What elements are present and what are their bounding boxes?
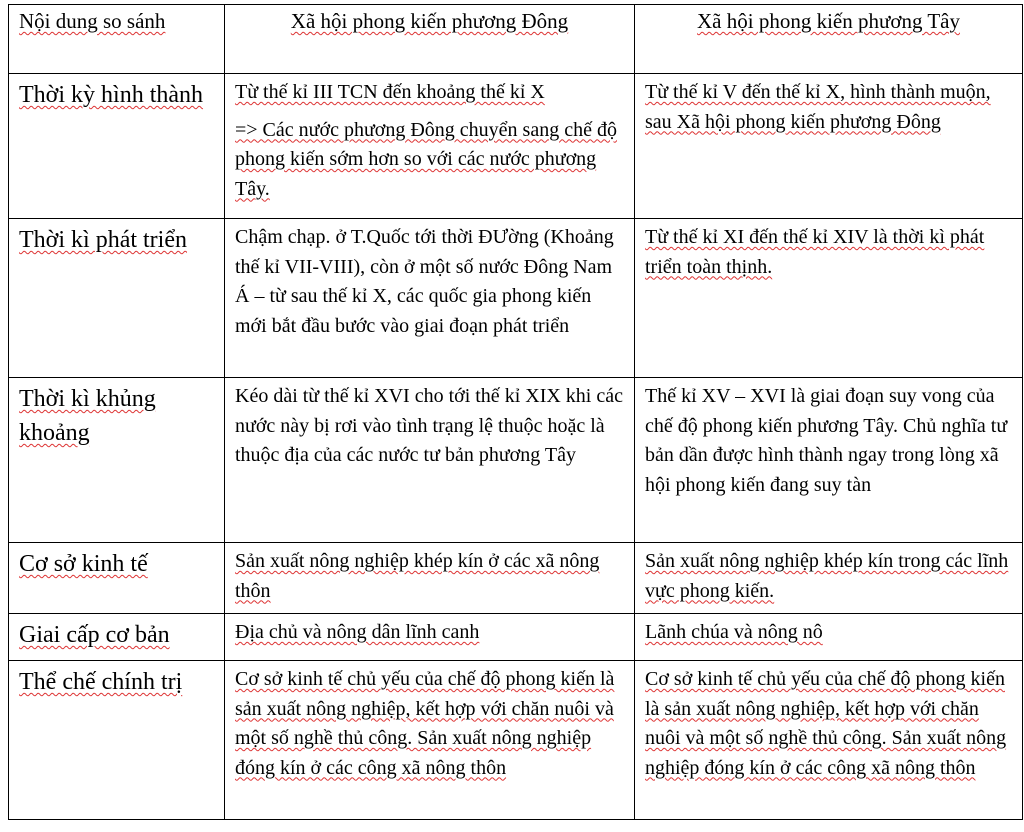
row-label-class: Giai cấp cơ bản (9, 614, 225, 661)
cell-west-class: Lãnh chúa và nông nô (635, 614, 1023, 661)
table-row (9, 74, 1023, 219)
cell-west-development: Từ thế kỉ XI đến thế kỉ XIV là thời kì phát triển toàn thịnh. (635, 219, 1023, 378)
table-row (9, 543, 1023, 614)
cell-east-crisis: Kéo dài từ thế kỉ XVI cho tới thế kỉ XIX khi các nước này bị rơi vào tình trạng lệ thuộc hoặc là thuộc địa của các nước tư bản phương Tây (225, 378, 635, 543)
table-row (9, 614, 1023, 661)
table-row (9, 661, 1023, 820)
row-label-crisis: Thời kì khủng khoảng (9, 378, 225, 543)
header-east: Xã hội phong kiến phương Đông (225, 5, 635, 74)
header-row (9, 5, 1023, 74)
row-label-politics: Thể chế chính trị (9, 661, 225, 820)
row-label-economy: Cơ sở kinh tế (9, 543, 225, 614)
cell-west-economy: Sản xuất nông nghiệp khép kín trong các lĩnh vực phong kiến. (635, 543, 1023, 614)
table-row (9, 378, 1023, 543)
cell-west-formation: Từ thế kỉ V đến thế kỉ X, hình thành muộn, sau Xã hội phong kiến phương Đông (635, 74, 1023, 219)
cell-west-politics: Cơ sở kinh tế chủ yếu của chế độ phong kiến là sản xuất nông nghiệp, kết hợp với chăn nuôi và một số nghề thủ công. Sản xuất nông nghiệp đóng kín ở các công xã nông thôn (635, 661, 1023, 820)
row-label-formation: Thời kỳ hình thành (9, 74, 225, 219)
cell-east-economy: Sản xuất nông nghiệp khép kín ở các xã nông thôn (225, 543, 635, 614)
header-west: Xã hội phong kiến phương Tây (635, 5, 1023, 74)
comparison-table (8, 4, 1023, 820)
table-row (9, 219, 1023, 378)
cell-east-development: Chậm chạp. ở T.Quốc tới thời ĐƯờng (Khoảng thế kỉ VII-VIII), còn ở một số nước Đông Nam Á – từ sau thế kỉ X, các quốc gia phong kiến mới bắt đầu bước vào giai đoạn phát triển (225, 219, 635, 378)
cell-east-formation: Từ thế kỉ III TCN đến khoảng thế kỉ X => Các nước phương Đông chuyển sang chế độ phong kiến sớm hơn so với các nước phương Tây. (225, 74, 635, 219)
row-label-development: Thời kì phát triển (9, 219, 225, 378)
cell-west-crisis: Thế kỉ XV – XVI là giai đoạn suy vong của chế độ phong kiến phương Tây. Chủ nghĩa tư bản dần được hình thành ngay trong lòng xã hội phong kiến đang suy tàn (635, 378, 1023, 543)
header-topic: Nội dung so sánh (9, 5, 225, 74)
cell-east-politics: Cơ sở kinh tế chủ yếu của chế độ phong kiến là sản xuất nông nghiệp, kết hợp với chăn nuôi và một số nghề thủ công. Sản xuất nông nghiệp đóng kín ở các công xã nông thôn (225, 661, 635, 820)
cell-east-class: Địa chủ và nông dân lĩnh canh (225, 614, 635, 661)
